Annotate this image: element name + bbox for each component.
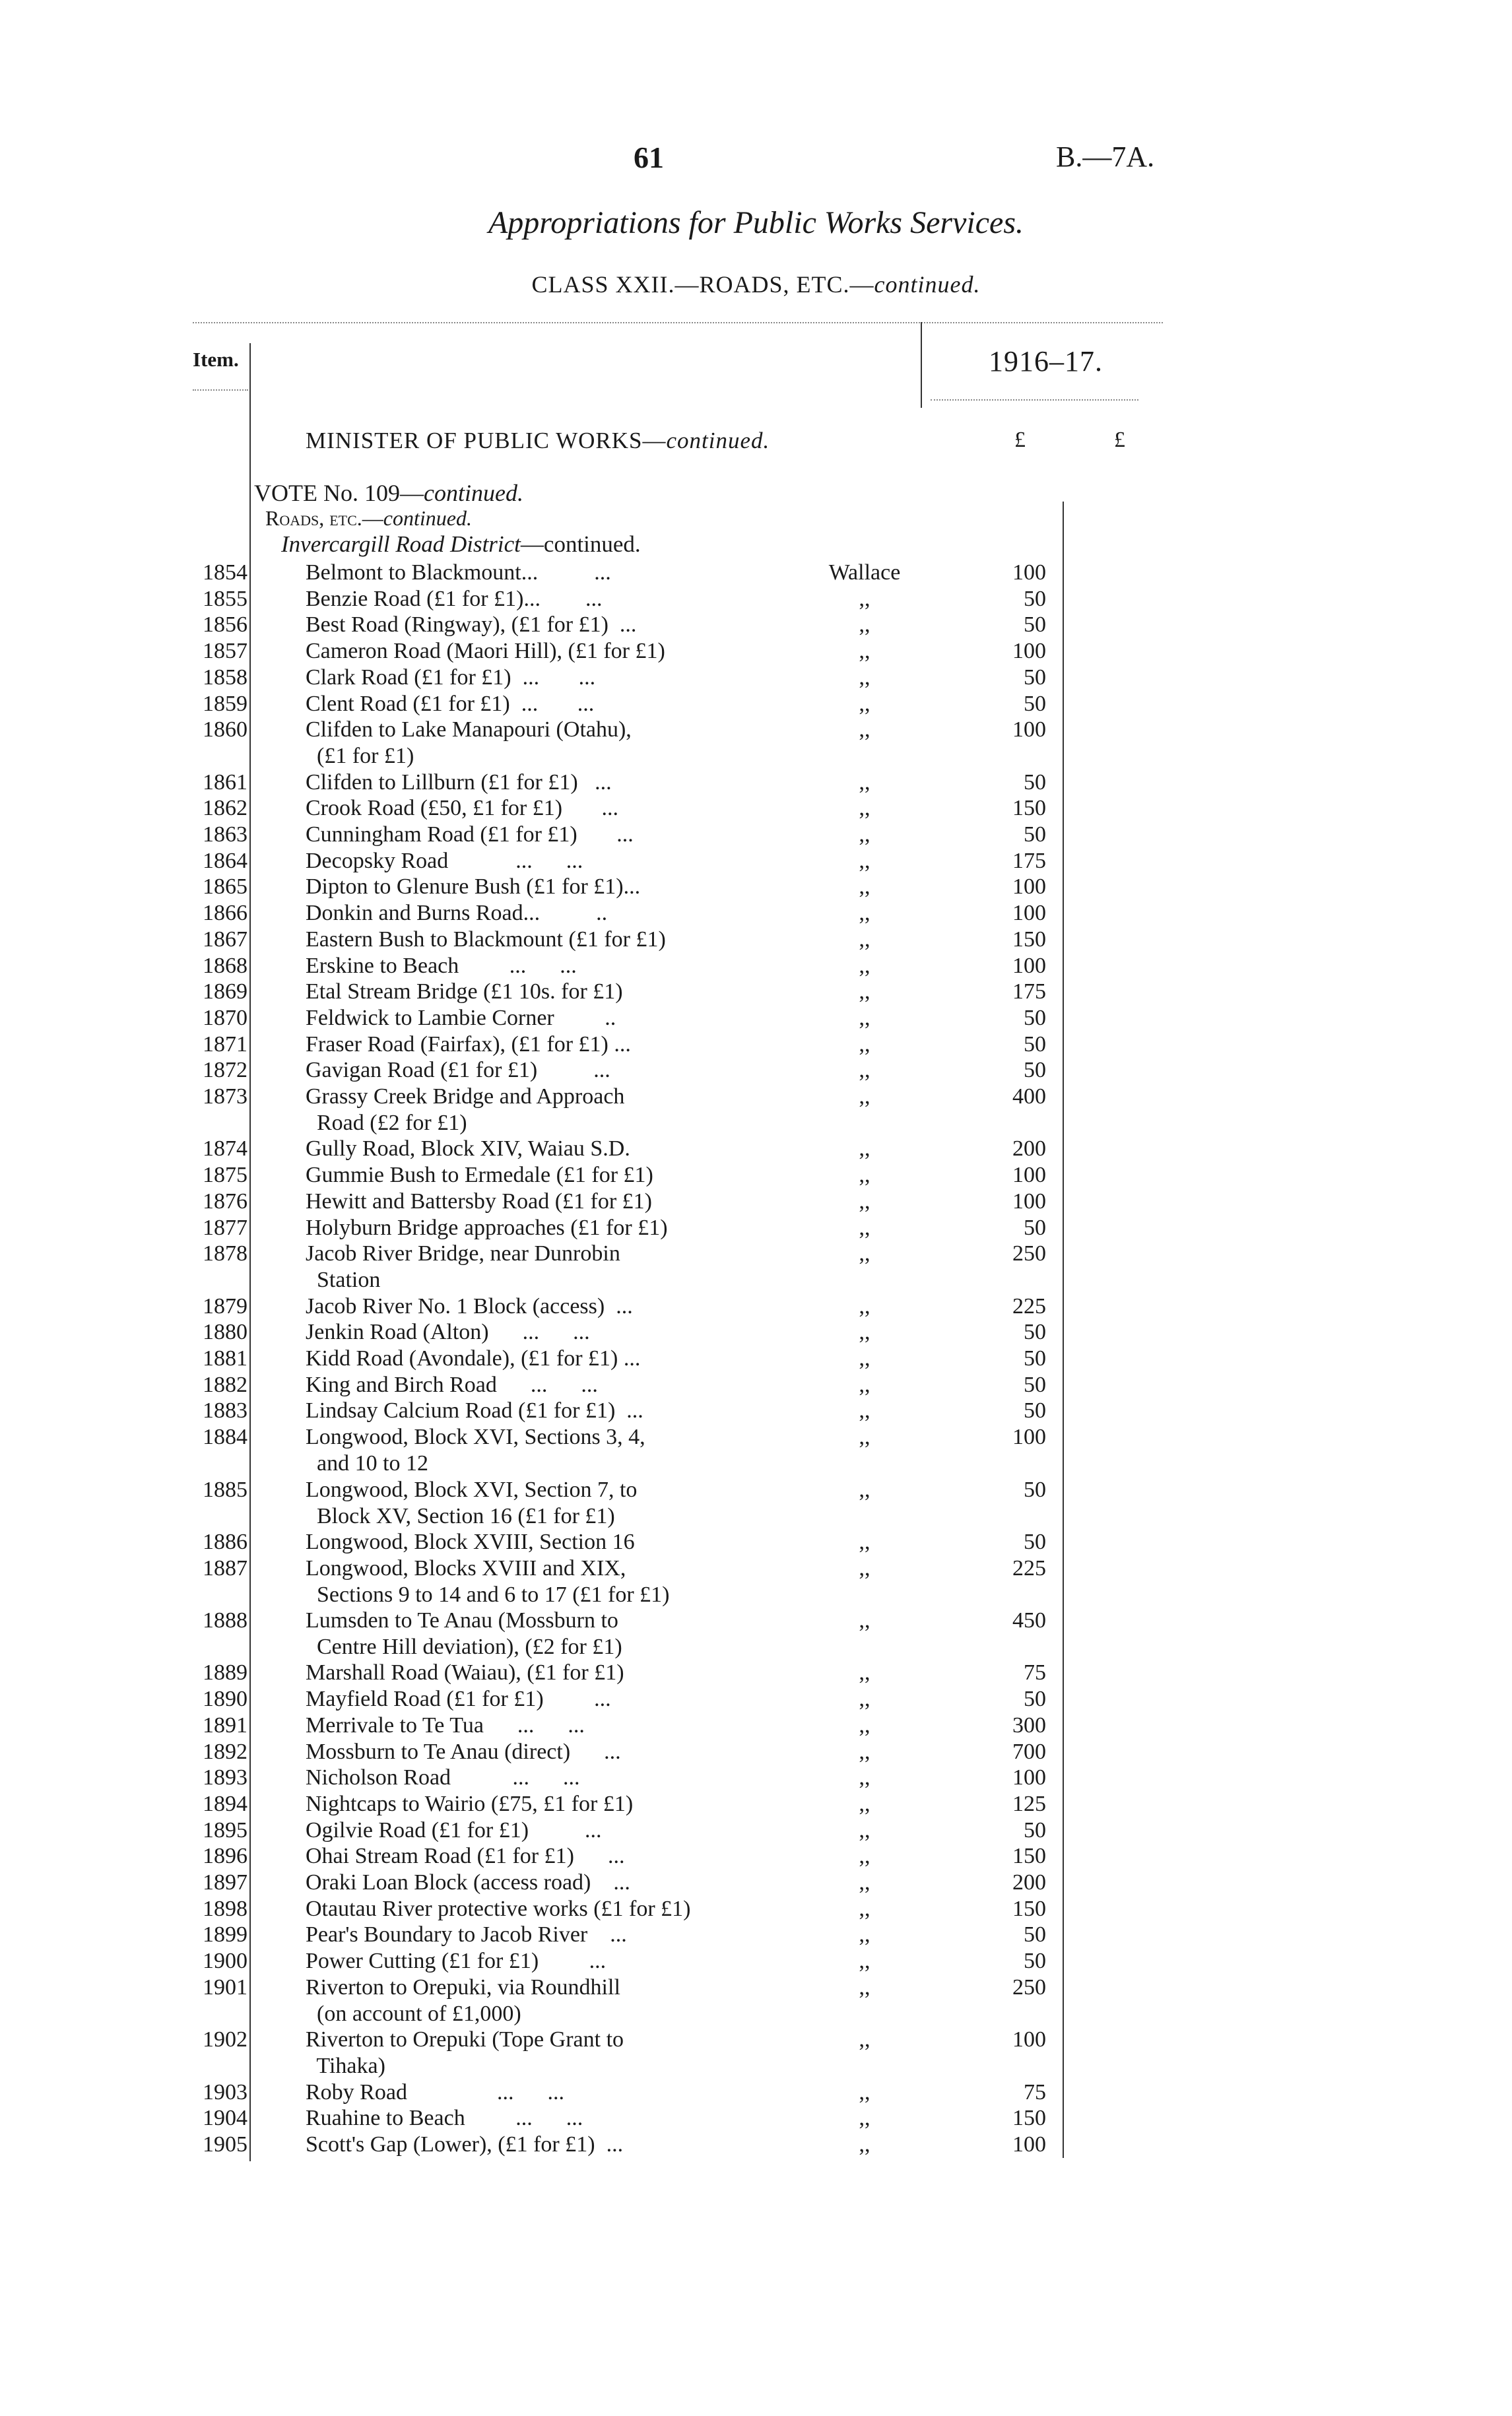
district-heading [281, 531, 641, 558]
item-number: 1875 [203, 1163, 247, 1187]
electorate: Wallace [828, 560, 901, 585]
electorate: ,, [859, 1320, 871, 1344]
amount: 100 [1012, 2027, 1046, 2052]
item-number: 1859 [203, 692, 247, 716]
item-number: 1856 [203, 612, 247, 637]
item-number: 1902 [203, 2027, 247, 2052]
electorate: ,, [859, 1556, 871, 1581]
work-description: Longwood, Block XVI, Sections 3, 4, [306, 1425, 645, 1449]
electorate: ,, [859, 717, 871, 742]
work-description: Clark Road (£1 for £1) ... ... [306, 665, 596, 690]
amount: 50 [1024, 1922, 1046, 1947]
work-description: Sections 9 to 14 and 6 to 17 (£1 for £1) [306, 1583, 670, 1607]
amount: 50 [1024, 1216, 1046, 1240]
electorate: ,, [859, 1765, 871, 1790]
item-number: 1891 [203, 1713, 247, 1738]
amount: 100 [1012, 2132, 1046, 2157]
work-description: Gummie Bush to Ermedale (£1 for £1) [306, 1163, 653, 1187]
work-description: Crook Road (£50, £1 for £1) ... [306, 796, 619, 820]
electorate: ,, [859, 1084, 871, 1109]
table-row [0, 1870, 1512, 1896]
item-column-header: Item. [193, 348, 239, 371]
amount: 175 [1012, 849, 1046, 873]
table-row [0, 1660, 1512, 1686]
amount: 50 [1024, 1687, 1046, 1711]
work-description: Clifden to Lillburn (£1 for £1) ... [306, 770, 612, 795]
amount: 100 [1012, 639, 1046, 663]
work-description: Etal Stream Bridge (£1 10s. for £1) [306, 979, 623, 1004]
amount: 150 [1012, 1844, 1046, 1868]
work-description: Best Road (Ringway), (£1 for £1) ... [306, 612, 637, 637]
district-name: Invercargill Road District [281, 531, 521, 557]
table-row [0, 560, 1512, 586]
item-number: 1865 [203, 874, 247, 899]
work-description: Riverton to Orepuki (Tope Grant to [306, 2027, 624, 2052]
work-description: Clifden to Lake Manapouri (Otahu), [306, 717, 632, 742]
electorate: ,, [859, 1660, 871, 1685]
table-row [0, 927, 1512, 953]
amount: 50 [1024, 612, 1046, 637]
item-number: 1905 [203, 2132, 247, 2157]
item-number: 1899 [203, 1922, 247, 1947]
district-suffix: —continued. [520, 531, 641, 557]
table-row [0, 717, 1512, 769]
class-heading-main: CLASS XXII.—ROADS, ETC.— [531, 271, 874, 298]
table-row [0, 900, 1512, 927]
table-row [0, 1057, 1512, 1084]
item-number: 1889 [203, 1660, 247, 1685]
work-description: Lindsay Calcium Road (£1 for £1) ... [306, 1398, 643, 1423]
amount: 100 [1012, 717, 1046, 742]
electorate: ,, [859, 2027, 871, 2052]
item-number: 1884 [203, 1425, 247, 1449]
year-header-rule [931, 399, 1138, 401]
amount: 100 [1012, 1163, 1046, 1187]
item-number: 1861 [203, 770, 247, 795]
amount: 50 [1024, 1398, 1046, 1423]
table-row [0, 2079, 1512, 2106]
table-top-rule [193, 322, 1163, 323]
work-description: Riverton to Orepuki, via Roundhill [306, 1975, 620, 2000]
amount: 100 [1012, 1425, 1046, 1449]
amount: 125 [1012, 1792, 1046, 1816]
item-number: 1857 [203, 639, 247, 663]
vote-heading [254, 479, 523, 507]
electorate: ,, [859, 1006, 871, 1030]
electorate: ,, [859, 849, 871, 873]
electorate: ,, [859, 1216, 871, 1240]
roads-heading-continued: continued. [383, 506, 472, 530]
table-row [0, 1608, 1512, 1660]
currency-symbol: £ [1114, 428, 1125, 452]
item-number: 1876 [203, 1189, 247, 1214]
item-number: 1888 [203, 1608, 247, 1633]
item-number: 1854 [203, 560, 247, 585]
electorate: ,, [859, 587, 871, 611]
electorate: ,, [859, 1975, 871, 2000]
minister-heading-continued: continued. [666, 428, 770, 453]
item-number: 1855 [203, 587, 247, 611]
amount: 200 [1012, 1136, 1046, 1161]
work-description: Roby Road ... ... [306, 2080, 564, 2105]
electorate: ,, [859, 874, 871, 899]
work-description: Mossburn to Te Anau (direct) ... [306, 1740, 621, 1764]
item-number: 1863 [203, 822, 247, 847]
work-description: Belmont to Blackmount... ... [306, 560, 611, 585]
electorate: ,, [859, 822, 871, 847]
item-number: 1860 [203, 717, 247, 742]
electorate: ,, [859, 1530, 871, 1554]
table-row [0, 1948, 1512, 1975]
item-number: 1868 [203, 954, 247, 978]
amount: 50 [1024, 1320, 1046, 1344]
table-row [0, 1398, 1512, 1424]
item-number: 1897 [203, 1870, 247, 1895]
work-description: Tihaka) [306, 2054, 385, 2078]
amount: 50 [1024, 770, 1046, 795]
item-number: 1881 [203, 1346, 247, 1371]
electorate: ,, [859, 1949, 871, 1973]
item-number: 1895 [203, 1818, 247, 1843]
item-number: 1872 [203, 1058, 247, 1082]
work-description: and 10 to 12 [306, 1451, 429, 1476]
table-row [0, 1686, 1512, 1713]
work-description: Centre Hill deviation), (£2 for £1) [306, 1635, 622, 1659]
item-number: 1892 [203, 1740, 247, 1764]
electorate: ,, [859, 1189, 871, 1214]
electorate: ,, [859, 1136, 871, 1161]
work-description: Ohai Stream Road (£1 for £1) ... [306, 1844, 625, 1868]
electorate: ,, [859, 1373, 871, 1397]
electorate: ,, [859, 1608, 871, 1633]
work-description: Longwood, Block XVI, Section 7, to [306, 1478, 638, 1502]
electorate: ,, [859, 927, 871, 952]
amount: 50 [1024, 1032, 1046, 1057]
work-description: Longwood, Block XVIII, Section 16 [306, 1530, 635, 1554]
electorate: ,, [859, 1294, 871, 1319]
electorate: ,, [859, 692, 871, 716]
electorate: ,, [859, 1687, 871, 1711]
roads-heading [265, 506, 472, 531]
work-description: Pear's Boundary to Jacob River ... [306, 1922, 627, 1947]
table-row [0, 822, 1512, 848]
table-row [0, 1136, 1512, 1162]
electorate: ,, [859, 1844, 871, 1868]
work-description: Cameron Road (Maori Hill), (£1 for £1) [306, 639, 665, 663]
work-description: Mayfield Road (£1 for £1) ... [306, 1687, 611, 1711]
electorate: ,, [859, 612, 871, 637]
page-number: 61 [634, 141, 664, 174]
item-number: 1866 [203, 901, 247, 925]
item-number: 1894 [203, 1792, 247, 1816]
item-number: 1869 [203, 979, 247, 1004]
electorate: ,, [859, 1425, 871, 1449]
item-number: 1880 [203, 1320, 247, 1344]
amount: 50 [1024, 1530, 1046, 1554]
electorate: ,, [859, 1058, 871, 1082]
amount: 200 [1012, 1870, 1046, 1895]
amount: 150 [1012, 2106, 1046, 2130]
table-row [0, 586, 1512, 612]
document-reference: B.—7A. [1056, 141, 1155, 173]
item-number: 1864 [203, 849, 247, 873]
work-description: (on account of £1,000) [306, 2002, 521, 2026]
electorate: ,, [859, 1163, 871, 1187]
table-row [0, 1477, 1512, 1529]
work-description: Gavigan Road (£1 for £1) ... [306, 1058, 610, 1082]
amount: 250 [1012, 1975, 1046, 2000]
amount: 250 [1012, 1241, 1046, 1266]
table-row [0, 1555, 1512, 1608]
work-description: King and Birch Road ... ... [306, 1373, 598, 1397]
item-number: 1877 [203, 1216, 247, 1240]
work-description: Gully Road, Block XIV, Waiau S.D. [306, 1136, 630, 1161]
work-description: Longwood, Blocks XVIII and XIX, [306, 1556, 626, 1581]
table-row [0, 1241, 1512, 1293]
table-row [0, 1293, 1512, 1320]
amount: 50 [1024, 692, 1046, 716]
amount: 50 [1024, 587, 1046, 611]
amount: 100 [1012, 954, 1046, 978]
electorate: ,, [859, 665, 871, 690]
amount: 50 [1024, 1818, 1046, 1843]
item-number: 1867 [203, 927, 247, 952]
table-row [0, 1922, 1512, 1948]
amount: 175 [1012, 979, 1046, 1004]
table-row [0, 1031, 1512, 1058]
amount: 100 [1012, 1765, 1046, 1790]
work-description: Scott's Gap (Lower), (£1 for £1) ... [306, 2132, 624, 2157]
electorate: ,, [859, 770, 871, 795]
electorate: ,, [859, 796, 871, 820]
amount: 225 [1012, 1556, 1046, 1581]
amount: 150 [1012, 1897, 1046, 1921]
electorate: ,, [859, 1241, 871, 1266]
electorate: ,, [859, 1792, 871, 1816]
amount: 50 [1024, 665, 1046, 690]
table-row [0, 612, 1512, 638]
work-description: Oraki Loan Block (access road) ... [306, 1870, 630, 1895]
year-column-header: 1916–17. [989, 345, 1103, 377]
class-heading-continued: continued. [874, 271, 981, 298]
amount: 50 [1024, 822, 1046, 847]
work-description: Jacob River No. 1 Block (access) ... [306, 1294, 633, 1319]
work-description: Hewitt and Battersby Road (£1 for £1) [306, 1189, 652, 1214]
work-description: Erskine to Beach ... ... [306, 954, 577, 978]
work-description: (£1 for £1) [306, 744, 414, 768]
work-description: Donkin and Burns Road... .. [306, 901, 608, 925]
page-title: Appropriations for Public Works Services. [488, 205, 1024, 240]
table-row [0, 1765, 1512, 1791]
table-row [0, 2105, 1512, 2132]
work-description: Power Cutting (£1 for £1) ... [306, 1949, 607, 1973]
work-description: Station [306, 1268, 381, 1292]
item-number: 1900 [203, 1949, 247, 1973]
currency-symbol: £ [1014, 428, 1026, 452]
table-row [0, 691, 1512, 717]
table-row [0, 1189, 1512, 1215]
amount: 150 [1012, 927, 1046, 952]
item-number: 1862 [203, 796, 247, 820]
work-description: Feldwick to Lambie Corner .. [306, 1006, 616, 1030]
amount: 100 [1012, 560, 1046, 585]
electorate: ,, [859, 1478, 871, 1502]
table-row [0, 795, 1512, 822]
minister-heading-main: MINISTER OF PUBLIC WORKS— [306, 428, 667, 453]
amount: 225 [1012, 1294, 1046, 1319]
amount: 100 [1012, 874, 1046, 899]
work-description: Cunningham Road (£1 for £1) ... [306, 822, 634, 847]
table-row [0, 1713, 1512, 1739]
item-number: 1903 [203, 2080, 247, 2105]
electorate: ,, [859, 2132, 871, 2157]
item-header-rule [193, 389, 248, 391]
table-row [0, 2027, 1512, 2079]
table-row [0, 1529, 1512, 1555]
table-row [0, 1372, 1512, 1398]
item-number: 1904 [203, 2106, 247, 2130]
work-description: Decopsky Road ... ... [306, 849, 583, 873]
item-number: 1879 [203, 1294, 247, 1319]
electorate: ,, [859, 1870, 871, 1895]
item-number: 1882 [203, 1373, 247, 1397]
amount: 50 [1024, 1949, 1046, 1973]
electorate: ,, [859, 2080, 871, 2105]
electorate: ,, [859, 901, 871, 925]
work-description: Lumsden to Te Anau (Mossburn to [306, 1608, 618, 1633]
work-description: Clent Road (£1 for £1) ... ... [306, 692, 595, 716]
table-row [0, 769, 1512, 796]
table-row [0, 1005, 1512, 1031]
amount: 50 [1024, 1006, 1046, 1030]
table-row [0, 1346, 1512, 1372]
work-description: Otautau River protective works (£1 for £1) [306, 1897, 691, 1921]
amount: 100 [1012, 1189, 1046, 1214]
amount: 75 [1024, 1660, 1046, 1685]
electorate: ,, [859, 1713, 871, 1738]
electorate: ,, [859, 1897, 871, 1921]
table-row [0, 1162, 1512, 1189]
item-number: 1873 [203, 1084, 247, 1109]
electorate: ,, [859, 954, 871, 978]
vote-heading-main: VOTE No. 109— [254, 480, 424, 506]
work-description: Holyburn Bridge approaches (£1 for £1) [306, 1216, 668, 1240]
item-number: 1896 [203, 1844, 247, 1868]
item-number: 1870 [203, 1006, 247, 1030]
item-number: 1878 [203, 1241, 247, 1266]
amount: 150 [1012, 796, 1046, 820]
work-description: Kidd Road (Avondale), (£1 for £1) ... [306, 1346, 641, 1371]
item-number: 1890 [203, 1687, 247, 1711]
table-row [0, 1424, 1512, 1476]
table-row [0, 953, 1512, 979]
table-row [0, 665, 1512, 691]
work-description: Ruahine to Beach ... ... [306, 2106, 583, 2130]
work-description: Jacob River Bridge, near Dunrobin [306, 1241, 620, 1266]
item-number: 1901 [203, 1975, 247, 2000]
item-number: 1885 [203, 1478, 247, 1502]
item-number: 1871 [203, 1032, 247, 1057]
item-number: 1898 [203, 1897, 247, 1921]
item-number: 1893 [203, 1765, 247, 1790]
item-number: 1858 [203, 665, 247, 690]
work-description: Jenkin Road (Alton) ... ... [306, 1320, 590, 1344]
amount: 50 [1024, 1373, 1046, 1397]
work-description: Ogilvie Road (£1 for £1) ... [306, 1818, 602, 1843]
electorate-column-rule [921, 322, 922, 408]
work-description: Nicholson Road ... ... [306, 1765, 580, 1790]
table-row [0, 874, 1512, 900]
item-number: 1887 [203, 1556, 247, 1581]
table-row [0, 1817, 1512, 1844]
electorate: ,, [859, 1818, 871, 1843]
table-row [0, 1896, 1512, 1922]
table-row [0, 638, 1512, 665]
amount: 700 [1012, 1740, 1046, 1764]
table-row [0, 1843, 1512, 1870]
table-row [0, 2132, 1512, 2158]
table-row [0, 1739, 1512, 1765]
item-number: 1874 [203, 1136, 247, 1161]
work-description: Marshall Road (Waiau), (£1 for £1) [306, 1660, 624, 1685]
table-row [0, 1084, 1512, 1136]
work-description: Block XV, Section 16 (£1 for £1) [306, 1504, 615, 1528]
work-description: Fraser Road (Fairfax), (£1 for £1) ... [306, 1032, 631, 1057]
amount: 50 [1024, 1478, 1046, 1502]
table-row [0, 1791, 1512, 1817]
roads-heading-main: Roads, etc.— [265, 506, 383, 530]
table-row [0, 979, 1512, 1005]
work-description: Dipton to Glenure Bush (£1 for £1)... [306, 874, 641, 899]
work-description: Grassy Creek Bridge and Approach [306, 1084, 625, 1109]
amount: 50 [1024, 1058, 1046, 1082]
table-row [0, 1975, 1512, 2027]
work-description: Benzie Road (£1 for £1)... ... [306, 587, 603, 611]
minister-heading [306, 428, 770, 454]
amount: 75 [1024, 2080, 1046, 2105]
table-row [0, 848, 1512, 874]
amount: 100 [1012, 901, 1046, 925]
item-number: 1886 [203, 1530, 247, 1554]
class-heading [0, 271, 1512, 298]
amount: 400 [1012, 1084, 1046, 1109]
vote-heading-continued: continued. [423, 480, 523, 506]
work-description: Road (£2 for £1) [306, 1111, 467, 1135]
electorate: ,, [859, 2106, 871, 2130]
table-row [0, 1215, 1512, 1241]
work-description: Eastern Bush to Blackmount (£1 for £1) [306, 927, 666, 952]
electorate: ,, [859, 1032, 871, 1057]
work-description: Nightcaps to Wairio (£75, £1 for £1) [306, 1792, 634, 1816]
amount: 450 [1012, 1608, 1046, 1633]
amount: 50 [1024, 1346, 1046, 1371]
table-row [0, 1319, 1512, 1346]
electorate: ,, [859, 1740, 871, 1764]
work-description: Merrivale to Te Tua ... ... [306, 1713, 585, 1738]
amount: 300 [1012, 1713, 1046, 1738]
item-number: 1883 [203, 1398, 247, 1423]
electorate: ,, [859, 639, 871, 663]
electorate: ,, [859, 1346, 871, 1371]
electorate: ,, [859, 1922, 871, 1947]
electorate: ,, [859, 1398, 871, 1423]
electorate: ,, [859, 979, 871, 1004]
